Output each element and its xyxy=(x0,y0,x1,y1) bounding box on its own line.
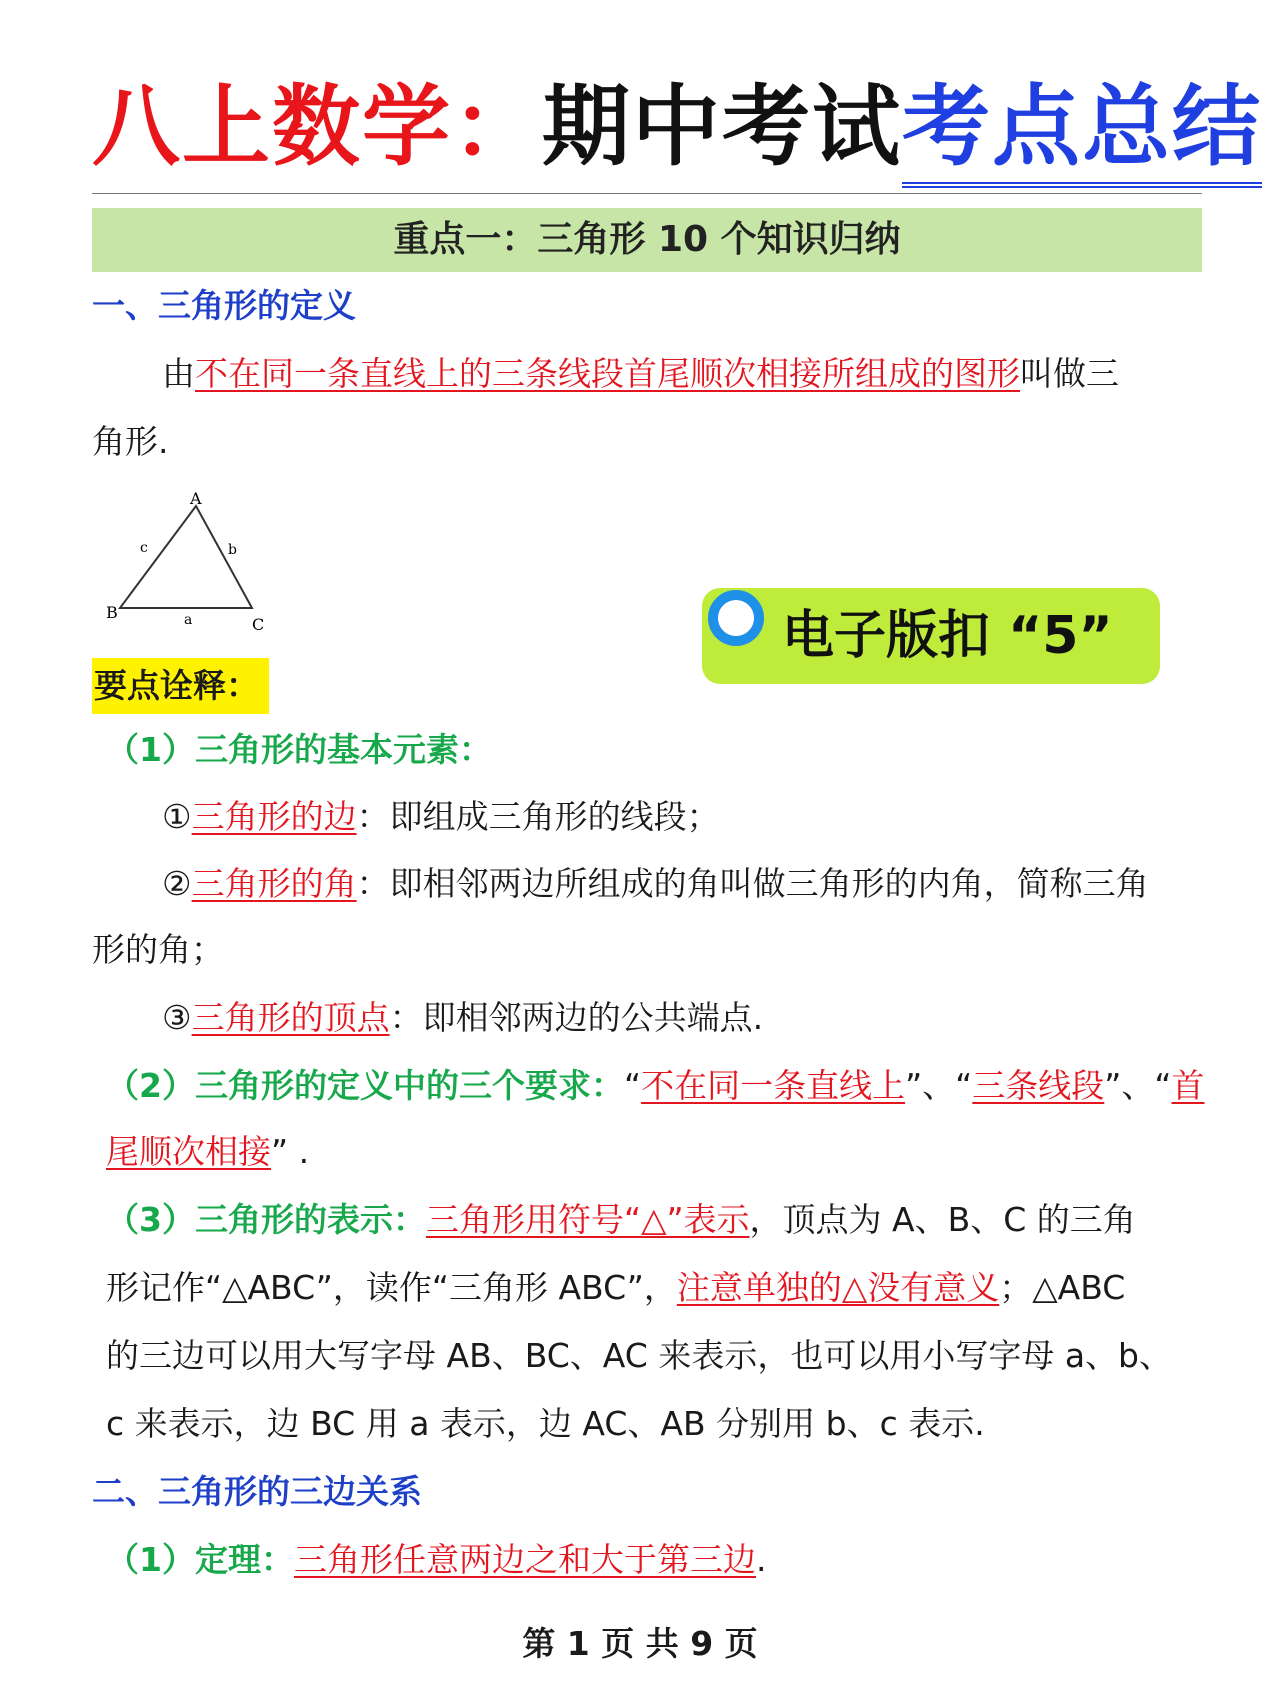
requirement-3-part2: 尾顺次相接 xyxy=(106,1132,271,1171)
requirement-1: 不在同一条直线上 xyxy=(641,1066,906,1105)
definition-highlight: 不在同一条直线上的三条线段首尾顺次相接所组成的图形 xyxy=(195,354,1020,393)
warning-note: 注意单独的△没有意义 xyxy=(676,1268,1000,1307)
point3-line1: （3）三角形的表示：三角形用符号“△”表示，顶点为 A、B、C 的三角 xyxy=(106,1200,1136,1239)
title-divider xyxy=(92,193,1202,194)
point3-line3: 的三边可以用大写字母 AB、BC、AC 来表示，也可以用小写字母 a、b、 xyxy=(106,1336,1172,1375)
term-vertex: 三角形的顶点 xyxy=(191,998,390,1037)
page-title xyxy=(92,72,1262,182)
side-c-label: c xyxy=(140,540,148,556)
definition-line-1 xyxy=(162,352,1119,396)
definition-line-2: 角形. xyxy=(92,422,169,461)
term-side: 三角形的边 xyxy=(191,797,357,836)
point2-line1: （2）三角形的定义中的三个要求：“不在同一条直线上”、“三条线段”、“首 xyxy=(106,1066,1205,1105)
vertex-b-label: B xyxy=(106,603,118,622)
theorem-heading: （1）定理： xyxy=(106,1540,294,1579)
section2-heading: 二、三角形的三边关系 xyxy=(92,1472,422,1511)
definition-suffix: 叫做三 xyxy=(1020,354,1119,393)
point1-item2: ②三角形的角：即相邻两边所组成的角叫做三角形的内角，简称三角 xyxy=(162,864,1149,903)
title-part-black: 期中考试 xyxy=(542,75,903,178)
definition-prefix: 由 xyxy=(162,354,195,393)
section-banner: 重点一：三角形 10 个知识归纳 xyxy=(92,208,1202,272)
side-b-label: b xyxy=(228,542,237,558)
point3-line4: c 来表示，边 BC 用 a 表示，边 AC、AB 分别用 b、c 表示. xyxy=(106,1404,985,1443)
requirement-3-part1: 首 xyxy=(1171,1066,1205,1105)
point2-line2: 尾顺次相接” . xyxy=(106,1132,310,1171)
key-points-label: 要点诠释： xyxy=(92,658,269,714)
title-part-red: 八上数学： xyxy=(92,75,543,178)
symbol-note: 三角形用符号“△”表示 xyxy=(425,1200,750,1239)
point3-heading: （3）三角形的表示： xyxy=(106,1200,426,1239)
point1-item1: ①三角形的边：即组成三角形的线段； xyxy=(162,797,720,836)
triangle-figure xyxy=(96,488,276,636)
point1-heading: （1）三角形的基本元素： xyxy=(106,730,492,769)
side-a-label: a xyxy=(184,612,193,628)
badge-text: 电子版扣 “5” xyxy=(782,606,1113,666)
point2-heading: （2）三角形的定义中的三个要求： xyxy=(106,1066,624,1105)
badge-circle-icon xyxy=(708,590,764,646)
requirement-2: 三条线段 xyxy=(972,1066,1105,1105)
title-part-blue: 考点总结 xyxy=(902,75,1262,188)
page-footer: 第 1 页 共 9 页 xyxy=(522,1624,758,1663)
term-angle: 三角形的角 xyxy=(191,864,357,903)
section1-heading: 一、三角形的定义 xyxy=(92,286,356,325)
point1-item2-cont: 形的角； xyxy=(92,930,224,969)
theorem-line: （1）定理：三角形任意两边之和大于第三边. xyxy=(106,1540,767,1579)
theorem-text: 三角形任意两边之和大于第三边 xyxy=(293,1540,756,1579)
vertex-c-label: C xyxy=(252,615,265,634)
vertex-a-label: A xyxy=(190,489,202,508)
point3-line2: 形记作“△ABC”，读作“三角形 ABC”，注意单独的△没有意义；△ABC xyxy=(106,1268,1126,1307)
point1-item3: ③三角形的顶点：即相邻两边的公共端点. xyxy=(162,998,764,1037)
